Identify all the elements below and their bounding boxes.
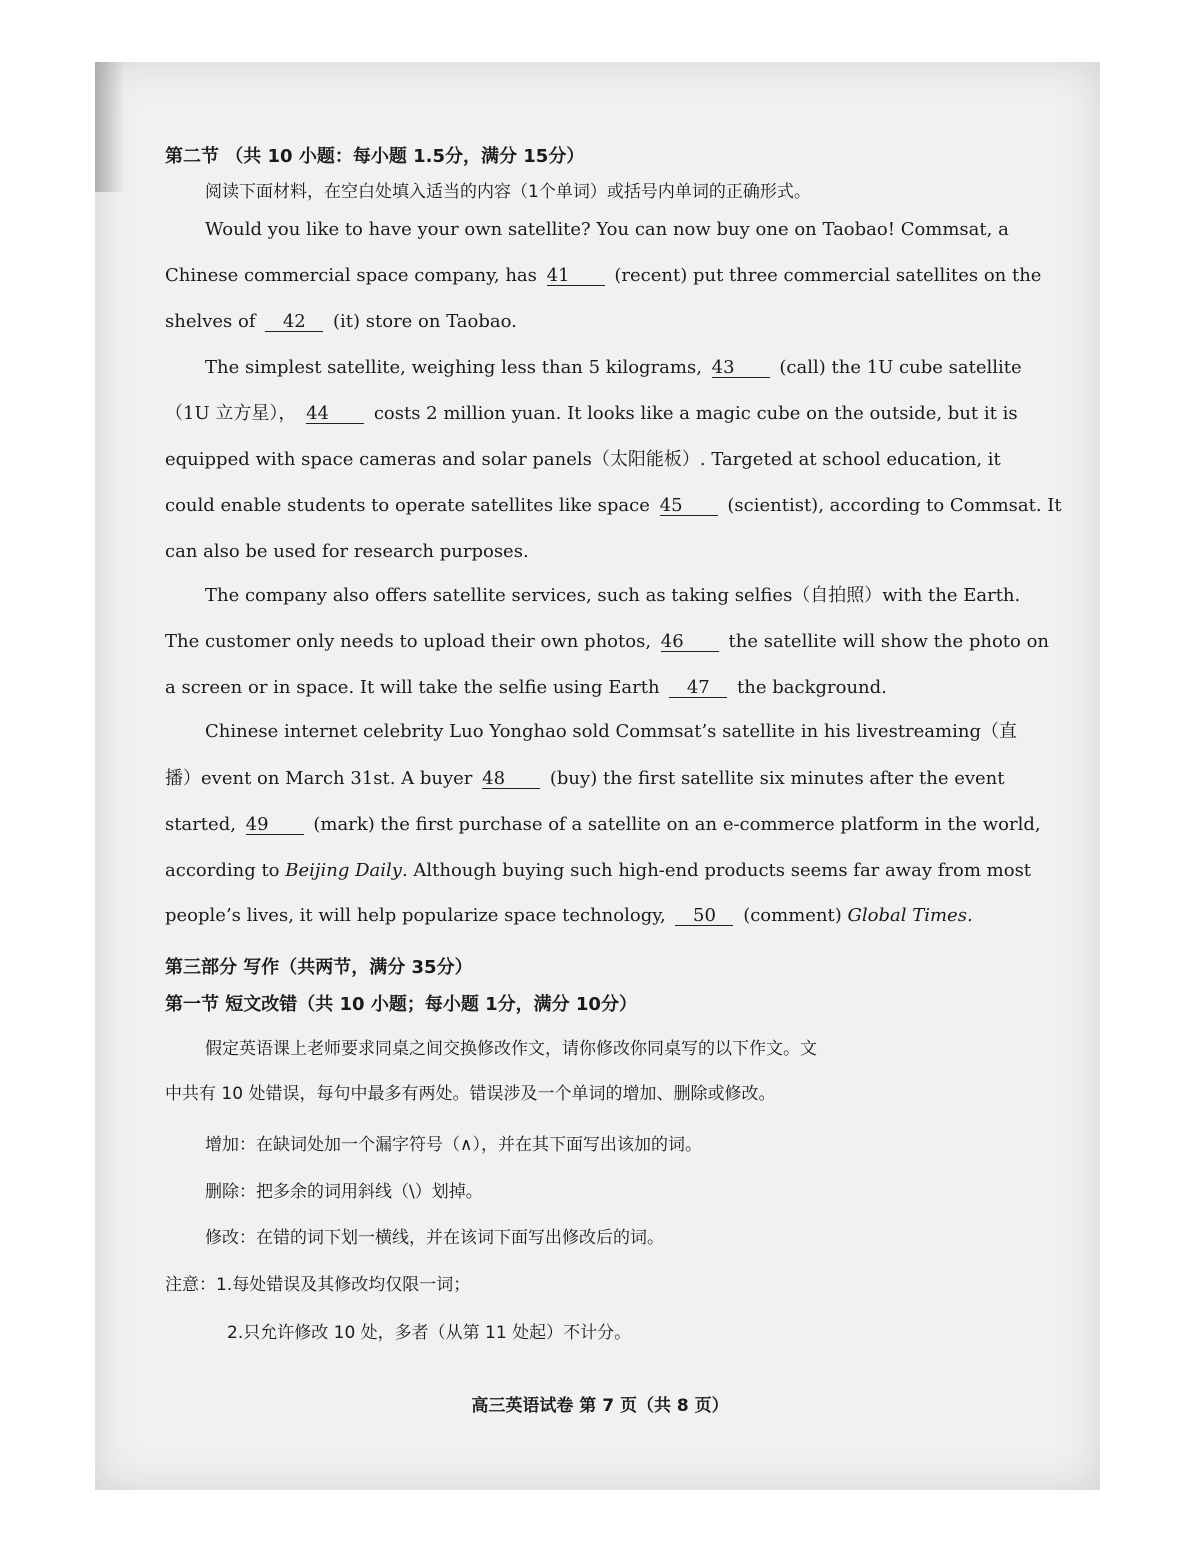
p1-line2	[165, 264, 1042, 288]
text: a screen or in space. It will take the selfie using Earth	[165, 677, 660, 698]
blank-44: 44	[306, 405, 364, 424]
p2-line4	[165, 494, 1062, 518]
note-2: 2.只允许修改 10 处，多者（从第 11 处起）不计分。	[227, 1323, 632, 1343]
p1-line1: Would you like to have your own satellite? You can now buy one on Taobao! Commsat, a	[205, 219, 1009, 240]
p3-line2	[165, 630, 1050, 654]
p4-line5	[165, 904, 973, 928]
blank-48: 48	[482, 770, 540, 789]
part3-intro-line2: 中共有 10 处错误，每句中最多有两处。错误涉及一个单词的增加、删除或修改。	[165, 1084, 776, 1104]
text: （1U 立方星），	[165, 403, 297, 424]
p3-line3	[165, 676, 887, 700]
part3-subheading: 第一节 短文改错（共 10 小题；每小题 1分，满分 10分）	[165, 994, 637, 1015]
blank-43: 43	[712, 359, 770, 378]
text: could enable students to operate satellites like space	[165, 495, 650, 516]
rule-modify: 修改：在错的词下划一横线，并在该词下面写出修改后的词。	[205, 1228, 664, 1248]
newspaper-name: Beijing Daily	[285, 860, 402, 881]
newspaper-name: Global Times.	[847, 905, 973, 926]
text: (scientist), according to Commsat. It	[727, 495, 1062, 516]
text: according to	[165, 860, 280, 881]
text: (recent) put three commercial satellites on the	[614, 265, 1042, 286]
p4-line1: Chinese internet celebrity Luo Yonghao sold Commsat’s satellite in his livestreaming（直	[205, 721, 1017, 742]
p2-line5: can also be used for research purposes.	[165, 541, 529, 562]
text: started,	[165, 814, 236, 835]
text: 播）event on March 31st. A buyer	[165, 768, 473, 789]
p2-line3: equipped with space cameras and solar panels（太阳能板）. Targeted at school education, it	[165, 449, 1001, 470]
text: . Although buying such high-end products seems far away from most	[401, 860, 1032, 881]
blank-41: 41	[547, 267, 605, 286]
page-footer: 高三英语试卷 第 7 页（共 8 页）	[471, 1396, 729, 1416]
text: (it) store on Taobao.	[333, 311, 517, 332]
p2-line2	[165, 402, 1018, 426]
text: (call) the 1U cube satellite	[779, 357, 1022, 378]
text: Chinese commercial space company, has	[165, 265, 537, 286]
text: costs 2 million yuan. It looks like a magic cube on the outside, but it is	[373, 403, 1018, 424]
text: people’s lives, it will help popularize space technology,	[165, 905, 666, 926]
p1-line3	[165, 310, 517, 334]
text: shelves of	[165, 311, 256, 332]
p4-line2	[165, 767, 1005, 791]
text: the satellite will show the photo on	[728, 631, 1050, 652]
text: (mark) the first purchase of a satellite on an e-commerce platform in the world,	[313, 814, 1041, 835]
p3-line1: The company also offers satellite services, such as taking selfies（自拍照）with the Earth.	[205, 585, 1021, 606]
text: The customer only needs to upload their own photos,	[165, 631, 652, 652]
text: (comment)	[743, 905, 842, 926]
blank-42: 42	[265, 313, 323, 332]
part3-intro-line1: 假定英语课上老师要求同桌之间交换修改作文，请你修改你同桌写的以下作文。文	[205, 1039, 817, 1059]
blank-45: 45	[660, 497, 718, 516]
blank-46: 46	[661, 633, 719, 652]
section2-instruction: 阅读下面材料，在空白处填入适当的内容（1个单词）或括号内单词的正确形式。	[205, 182, 811, 202]
rule-add: 增加：在缺词处加一个漏字符号（∧），并在其下面写出该加的词。	[205, 1135, 702, 1155]
blank-50: 50	[675, 907, 733, 926]
section2-heading: 第二节 （共 10 小题：每小题 1.5分，满分 15分）	[165, 146, 585, 167]
p4-line3	[165, 813, 1041, 837]
text: (buy) the first satellite six minutes after the event	[549, 768, 1005, 789]
rule-delete: 删除：把多余的词用斜线（\）划掉。	[205, 1182, 483, 1202]
p2-line1	[165, 356, 1022, 380]
p4-line4	[165, 859, 1032, 883]
blank-49: 49	[246, 816, 304, 835]
text: The simplest satellite, weighing less than 5 kilograms,	[205, 357, 702, 378]
part3-heading: 第三部分 写作（共两节，满分 35分）	[165, 957, 473, 978]
note-1: 注意：1.每处错误及其修改均仅限一词；	[165, 1275, 471, 1295]
text: the background.	[737, 677, 887, 698]
blank-47: 47	[669, 679, 727, 698]
